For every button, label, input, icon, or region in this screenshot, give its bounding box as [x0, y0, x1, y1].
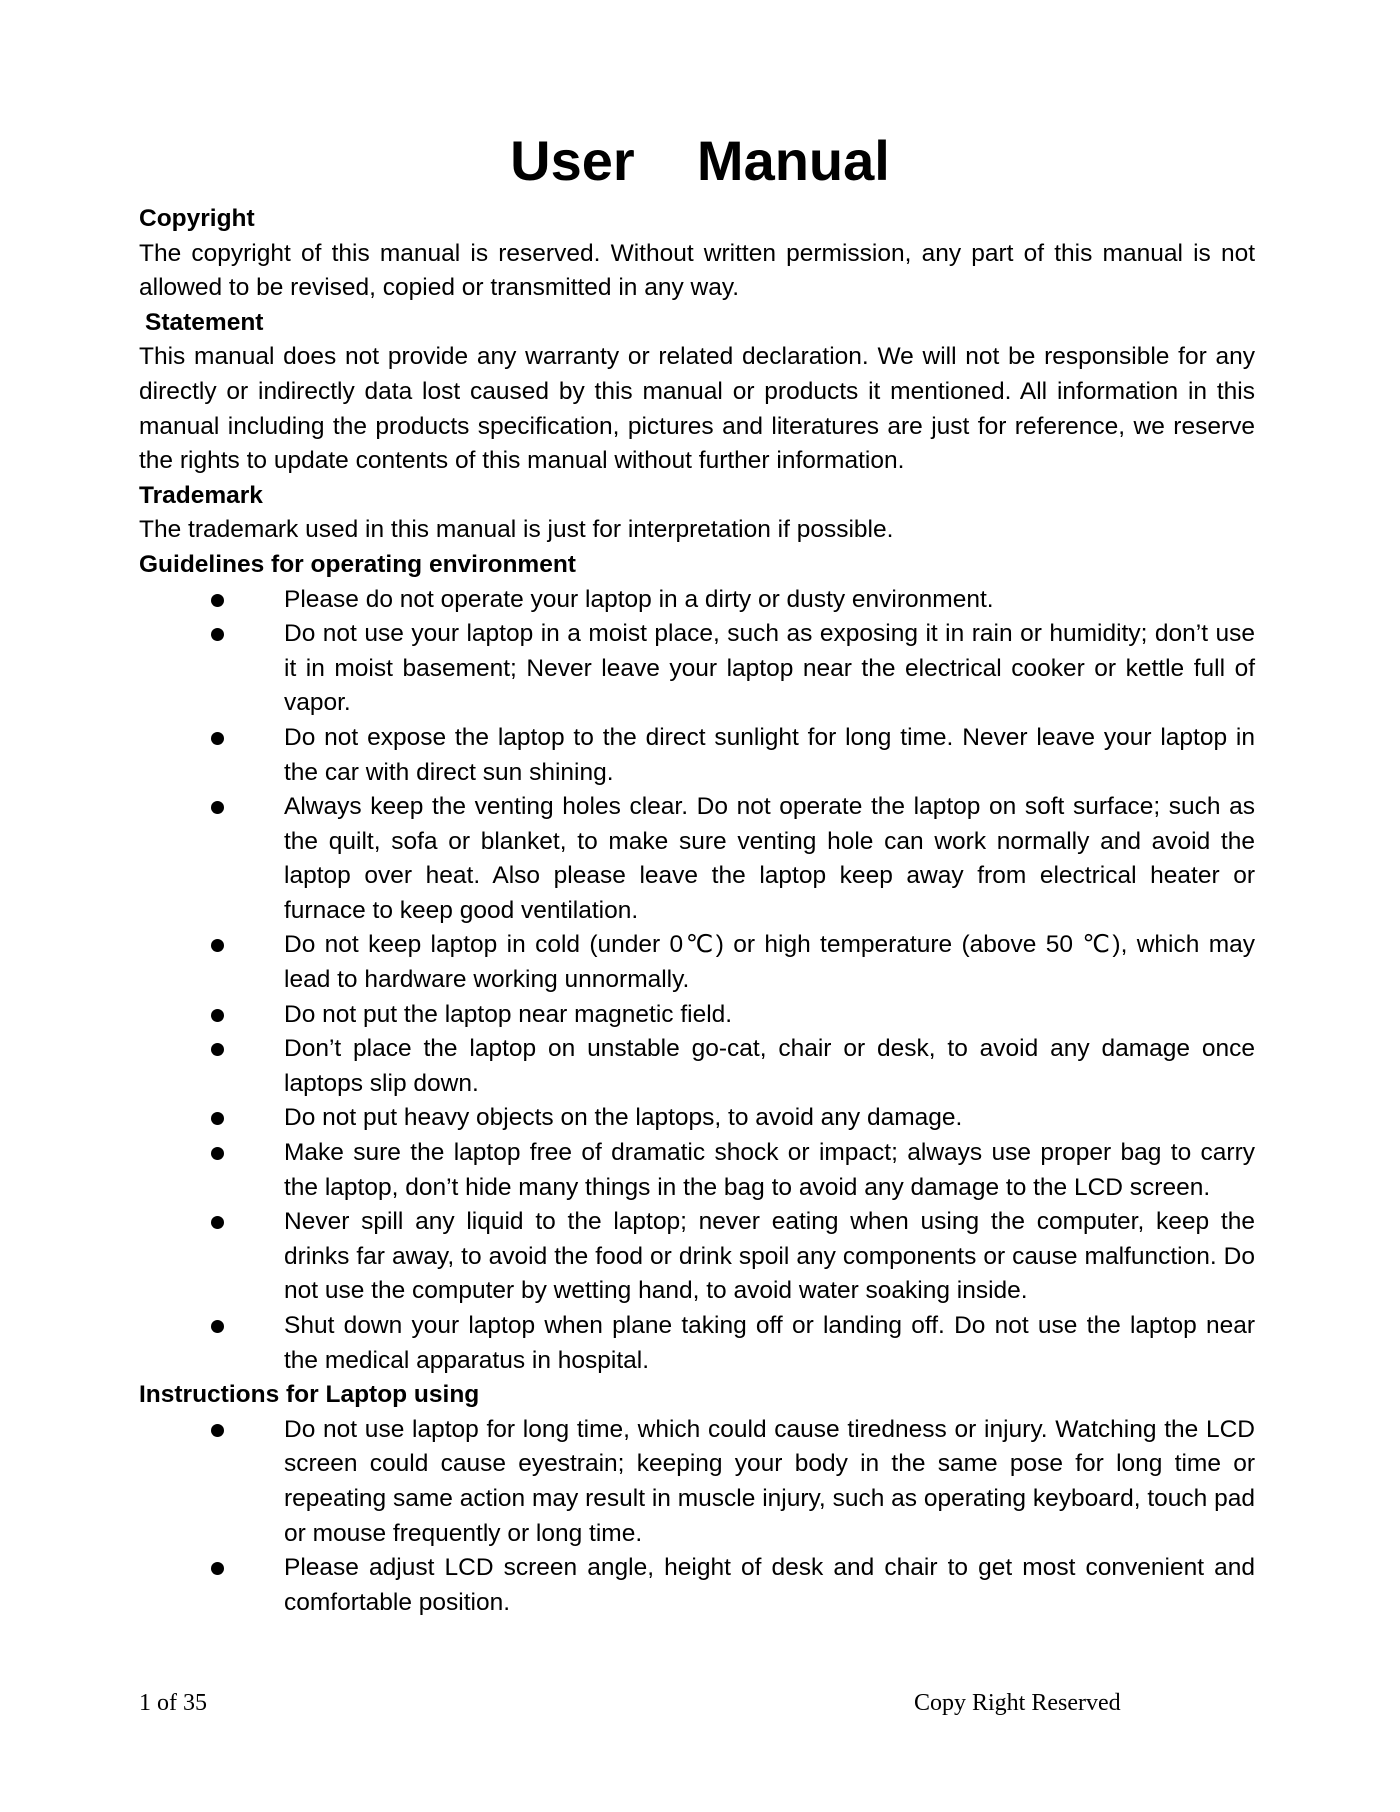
- bullet-icon: [211, 1112, 224, 1125]
- page-title: User Manual: [510, 129, 890, 192]
- guidelines-list: [139, 583, 1255, 1379]
- copyright-text: The copyright of this manual is reserved. Without written permission, any part of this manual is not allowed to be revised, copied or transmitted in any way.: [139, 239, 1255, 302]
- trademark-text: The trademark used in this manual is just for interpretation if possible.: [139, 516, 894, 544]
- list-item: [139, 721, 1255, 790]
- instructions-list: [139, 1413, 1255, 1621]
- footer-page-number: 1 of 35: [139, 1690, 207, 1716]
- bullet-icon: [211, 1216, 224, 1229]
- bullet-icon: [211, 594, 224, 607]
- bullet-icon: [211, 628, 224, 641]
- list-item: [139, 1413, 1255, 1551]
- list-item-text: Do not expose the laptop to the direct sunlight for long time. Never leave your laptop in the car with direct sun shining.: [284, 723, 1255, 786]
- bullet-icon: [211, 1562, 224, 1575]
- list-item: [139, 1309, 1255, 1378]
- list-item-text: Do not use your laptop in a moist place, such as exposing it in rain or humidity; don’t use it in moist basement; Never leave your laptop near the electrical cooker or kettle full of vapor.: [284, 620, 1255, 717]
- bullet-icon: [211, 939, 224, 952]
- document-body: [139, 202, 1255, 1620]
- list-item-text: Do not put heavy objects on the laptops, to avoid any damage.: [284, 1104, 963, 1132]
- list-item-text: Make sure the laptop free of dramatic shock or impact; always use proper bag to carry the laptop, don’t hide many things in the bag to avoid any damage to the LCD screen.: [284, 1139, 1255, 1201]
- list-item-text: Never spill any liquid to the laptop; never eating when using the computer, keep the drinks far away, to avoid the food or drink spoil any components or cause malfunction. Do not use the computer by wetting hand, to avoid water soaking inside.: [284, 1208, 1255, 1305]
- list-item: [139, 928, 1255, 997]
- bullet-icon: [211, 1320, 224, 1333]
- list-item: [139, 1032, 1255, 1101]
- guidelines-heading: Guidelines for operating environment: [139, 550, 576, 578]
- list-item: [139, 1551, 1255, 1620]
- bullet-icon: [211, 801, 224, 814]
- list-item: [139, 1136, 1255, 1205]
- list-item-text: Do not use laptop for long time, which could cause tiredness or injury. Watching the LCD screen could cause eyestrain; keeping your body in the same pose for long time or repeating same action may result in muscle injury, such as operating keyboard, touch pad or mouse frequently or long time.: [284, 1415, 1255, 1547]
- instructions-heading: Instructions for Laptop using: [139, 1381, 480, 1409]
- list-item-text: Do not put the laptop near magnetic field.: [284, 1000, 733, 1028]
- bullet-icon: [211, 1147, 224, 1160]
- bullet-icon: [211, 1424, 224, 1437]
- list-item: [139, 583, 1255, 618]
- list-item: [139, 790, 1255, 928]
- list-item-text: Please do not operate your laptop in a dirty or dusty environment.: [284, 585, 994, 613]
- list-item-text: Please adjust LCD screen angle, height of desk and chair to get most convenient and comfortable position.: [284, 1554, 1255, 1616]
- list-item: [139, 1101, 1255, 1136]
- list-item: [139, 617, 1255, 721]
- list-item-text: Don’t place the laptop on unstable go-cat, chair or desk, to avoid any damage once laptops slip down.: [284, 1035, 1255, 1097]
- list-item-text: Always keep the venting holes clear. Do not operate the laptop on soft surface; such as the quilt, sofa or blanket, to make sure venting hole can work normally and avoid the laptop over heat. Also please leave the laptop keep away from electrical heater or furnace to keep good ventilation.: [284, 793, 1255, 924]
- statement-heading: Statement: [145, 308, 264, 336]
- bullet-icon: [211, 1043, 224, 1056]
- list-item: [139, 1205, 1255, 1309]
- list-item-text: Shut down your laptop when plane taking off or landing off. Do not use the laptop near the medical apparatus in hospital.: [284, 1312, 1255, 1374]
- bullet-icon: [211, 1009, 224, 1022]
- footer-copyright: Copy Right Reserved: [914, 1690, 1121, 1716]
- list-item: [139, 998, 1255, 1033]
- copyright-heading: Copyright: [139, 205, 255, 232]
- bullet-icon: [211, 732, 224, 745]
- list-item-text: Do not keep laptop in cold (under 0℃) or high temperature (above 50 ℃), which may lead to hardware working unnormally.: [284, 931, 1255, 994]
- statement-text: This manual does not provide any warranty or related declaration. We will not be responsible for any directly or indirectly data lost caused by this manual or products it mentioned. All information in this manual including the products specification, pictures and literatures are just for reference, we reserve the rights to update contents of this manual without further information.: [139, 343, 1255, 475]
- trademark-heading: Trademark: [139, 481, 263, 509]
